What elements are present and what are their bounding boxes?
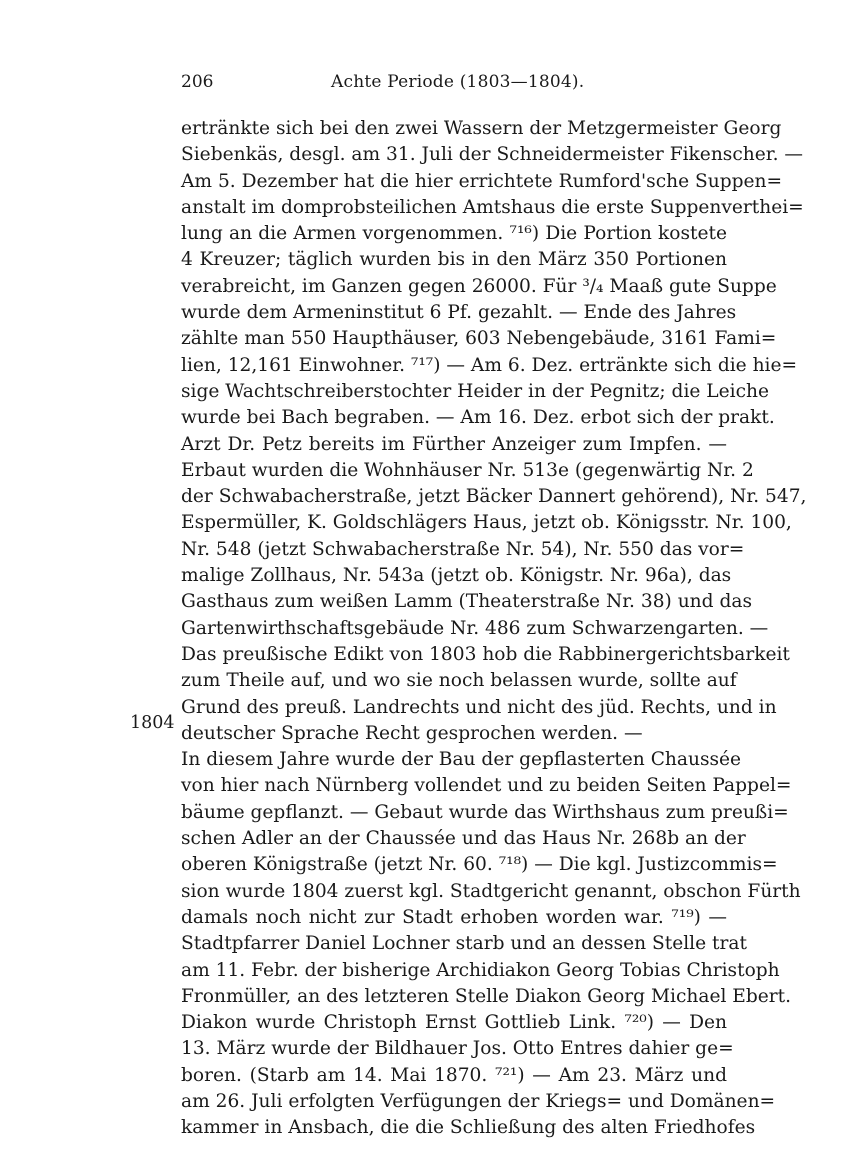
text-line: boren. (Starb am 14. Mai 1870. ⁷²¹) — Am 23. März und (181, 1064, 727, 1086)
text-line: 4 Kreuzer; täglich wurden bis in den März 350 Portionen (181, 249, 727, 271)
text-line: deutscher Sprache Recht gesprochen werden. — (181, 722, 643, 744)
text-line: wurde bei Bach begraben. — Am 16. Dez. erbot sich der prakt. (181, 407, 775, 429)
text-line: Stadtpfarrer Daniel Lochner starb und an dessen Stelle trat (181, 933, 747, 955)
running-head: Achte Periode (1803—1804). (331, 72, 585, 92)
text-line: ertränkte sich bei den zwei Wassern der Metzgermeister Georg (181, 118, 782, 139)
text-line: Espermüller, K. Goldschlägers Haus, jetzt ob. Königsstr. Nr. 100, (181, 512, 792, 534)
text-line: anstalt im domprobsteilichen Amtshaus die erste Suppenverthei= (181, 196, 804, 218)
text-line: Grund des preuß. Landrechts und nicht des jüd. Rechts, und in (181, 696, 777, 718)
text-line: Arzt Dr. Petz bereits im Fürther Anzeiger zum Impfen. — (181, 433, 727, 455)
page-number: 206 (181, 72, 214, 92)
text-line: am 26. Juli erfolgten Verfügungen der Kriegs= und Domänen= (181, 1090, 776, 1112)
text-line: kammer in Ansbach, die die Schließung des alten Friedhofes (181, 1117, 756, 1139)
text-line: damals noch nicht zur Stadt erhoben worden war. ⁷¹⁹) — (181, 906, 727, 928)
text-line: verabreicht, im Ganzen gegen 26000. Für ³/₄ Maaß gute Suppe (181, 275, 777, 297)
text-line: zum Theile auf, und wo sie noch belassen wurde, sollte auf (181, 670, 737, 692)
text-line: der Schwabacherstraße, jetzt Bäcker Dannert gehörend), Nr. 547, (181, 486, 807, 508)
text-line: bäume gepflanzt. — Gebaut wurde das Wirthshaus zum preußi= (181, 801, 789, 823)
text-line: Siebenkäs, desgl. am 31. Juli der Schneidermeister Fikenscher. — (181, 144, 803, 166)
text-line: Gartenwirthschaftsgebäude Nr. 486 zum Schwarzengarten. — (181, 617, 769, 639)
text-line: Gasthaus zum weißen Lamm (Theaterstraße Nr. 38) und das (181, 591, 752, 613)
text-line: von hier nach Nürnberg vollendet und zu beiden Seiten Pappel= (181, 775, 792, 797)
text-line: lung an die Armen vorgenommen. ⁷¹⁶) Die Portion kostete (181, 223, 727, 245)
text-line: am 11. Febr. der bisherige Archidiakon Georg Tobias Christoph (181, 959, 780, 981)
text-line: Erbaut wurden die Wohnhäuser Nr. 513e (gegenwärtig Nr. 2 (181, 459, 754, 481)
text-line: schen Adler an der Chaussée und das Haus Nr. 268b an der (181, 828, 746, 850)
text-line: Das preußische Edikt von 1803 hob die Rabbinergerichtsbarkeit (181, 643, 790, 665)
text-line: Fronmüller, an des letzteren Stelle Diakon Georg Michael Ebert. (181, 985, 792, 1007)
body-text (181, 116, 807, 1142)
text-line: sige Wachtschreiberstochter Heider in der Pegnitz; die Leiche (181, 380, 769, 402)
margin-year-note: 1804 (130, 713, 175, 733)
text-line: Diakon wurde Christoph Ernst Gottlieb Link. ⁷²⁰) — Den (181, 1012, 727, 1034)
text-line: Nr. 548 (jetzt Schwabacherstraße Nr. 54), Nr. 550 das vor= (181, 538, 745, 560)
text-line: wurde dem Armeninstitut 6 Pf. gezahlt. — Ende des Jahres (181, 302, 737, 324)
text-line: Am 5. Dezember hat die hier errichtete Rumford'sche Suppen= (181, 170, 783, 192)
text-line: 13. März wurde der Bildhauer Jos. Otto Entres dahier ge= (181, 1038, 734, 1060)
text-line: oberen Königstraße (jetzt Nr. 60. ⁷¹⁸) — Die kgl. Justizcommis= (181, 854, 778, 876)
text-line: lien, 12,161 Einwohner. ⁷¹⁷) — Am 6. Dez. ertränkte sich die hie= (181, 354, 798, 376)
text-line: malige Zollhaus, Nr. 543a (jetzt ob. Königstr. Nr. 96a), das (181, 565, 732, 587)
page-header (181, 72, 727, 96)
text-line: In diesem Jahre wurde der Bau der gepflasterten Chaussée (181, 749, 742, 771)
text-line: sion wurde 1804 zuerst kgl. Stadtgericht genannt, obschon Fürth (181, 880, 801, 902)
text-line: zählte man 550 Haupthäuser, 603 Nebengebäude, 3161 Fami= (181, 328, 777, 350)
